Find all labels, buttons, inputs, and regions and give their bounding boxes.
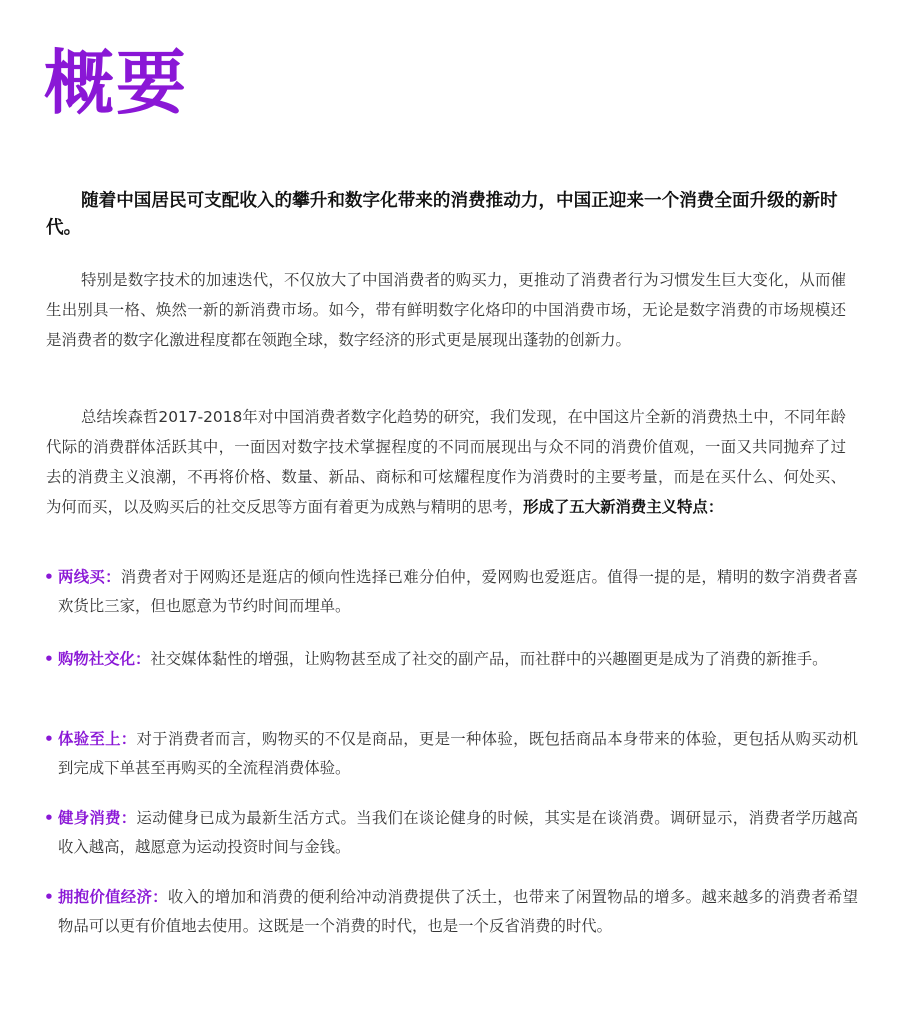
feature-description: 社交媒体黏性的增强，让购物甚至成了社交的副产品，而社群中的兴趣圈更是成为了消费的新推手。 (150, 650, 828, 668)
body-paragraph-2-emphasis: 形成了五大新消费主义特点： (523, 498, 724, 516)
feature-term: 健身消费： (58, 809, 137, 827)
list-item (44, 563, 858, 621)
feature-description: 对于消费者而言，购物买的不仅是商品，更是一种体验，既包括商品本身带来的体验，更包括从购买动机到完成下单甚至再购买的全流程消费体验。 (58, 730, 858, 777)
list-item (44, 804, 858, 862)
feature-term: 两线买： (58, 568, 121, 586)
list-item (44, 725, 858, 783)
bullet-dot-icon: • (44, 650, 54, 668)
feature-description: 收入的增加和消费的便利给冲动消费提供了沃土，也带来了闲置物品的增多。越来越多的消费者希望物品可以更有价值地去使用。这既是一个消费的时代，也是一个反省消费的时代。 (58, 888, 858, 935)
body-paragraph-2 (46, 402, 846, 522)
lead-paragraph: 随着中国居民可支配收入的攀升和数字化带来的消费推动力，中国正迎来一个消费全面升级的新时代。 (46, 191, 838, 238)
feature-description: 消费者对于网购还是逛店的倾向性选择已难分伯仲，爱网购也爱逛店。值得一提的是，精明的数字消费者喜欢货比三家，但也愿意为节约时间而埋单。 (58, 568, 858, 615)
bullet-dot-icon: • (44, 888, 54, 906)
feature-term: 拥抱价值经济： (58, 888, 168, 906)
list-item (44, 645, 858, 674)
body-paragraph-2-text: 总结埃森哲2017-2018年对中国消费者数字化趋势的研究，我们发现，在中国这片全新的消费热土中，不同年龄代际的消费群体活跃其中，一面因对数字技术掌握程度的不同而展现出与众不同的消费价值观，一面又共同抛弃了过去的消费主义浪潮，不再将价格、数量、新品、商标和可炫耀程度作为消费时的主要考量，而是在买什么、何处买、为何而买，以及购买后的社交反思等方面有着更为成熟与精明的思考， (46, 408, 846, 516)
bullet-dot-icon: • (44, 730, 54, 748)
body-paragraph-1: 特别是数字技术的加速迭代，不仅放大了中国消费者的购买力，更推动了消费者行为习惯发生巨大变化，从而催生出别具一格、焕然一新的新消费市场。如今，带有鲜明数字化烙印的中国消费市场，无论是数字消费的市场规模还是消费者的数字化激进程度都在领跑全球，数字经济的形式更是展现出蓬勃的创新力。 (46, 271, 846, 349)
feature-term: 体验至上： (58, 730, 137, 748)
feature-term: 购物社交化： (58, 650, 151, 668)
page-title: 概要 (44, 42, 188, 124)
bullet-dot-icon: • (44, 568, 54, 586)
list-item (44, 883, 858, 941)
feature-description: 运动健身已成为最新生活方式。当我们在谈论健身的时候，其实是在谈消费。调研显示，消费者学历越高收入越高，越愿意为运动投资时间与金钱。 (58, 809, 858, 856)
bullet-dot-icon: • (44, 809, 54, 827)
